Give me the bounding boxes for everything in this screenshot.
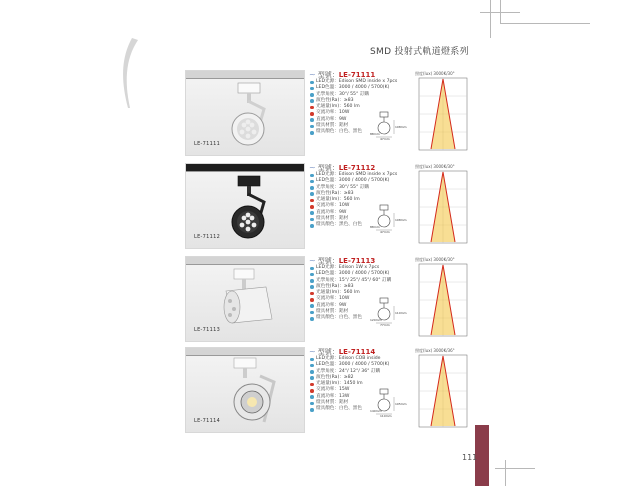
spec-item: 燈具顏色：白色、黑色	[310, 406, 389, 412]
spec-item: 交流功率：10W	[310, 110, 397, 116]
spec-item: 演色性(Ra)：≥83	[310, 98, 397, 104]
spec-item: 光學角度：15°/ 25°/ 45°/ 60° 訂購	[310, 278, 391, 284]
dimension-label: 77mm	[380, 323, 390, 326]
dimension-label: 47mm	[380, 137, 390, 140]
spec-item: 光通量(lm)：560 lm	[310, 197, 397, 203]
dimension-label: 105mm	[395, 402, 407, 406]
product-code: LE-71114	[194, 418, 221, 424]
dimension-label: 108mm	[395, 125, 407, 129]
spec-item: LED色溫：3000 / 4000 / 5700(K)	[310, 271, 391, 277]
spec-item: 光通量(lm)：560 lm	[310, 290, 391, 296]
corner-line	[505, 460, 506, 486]
product-card	[185, 70, 470, 156]
corner-line	[480, 12, 520, 13]
brand-mark-icon: ~	[309, 347, 316, 356]
spec-item: 燈具材質：鋁材	[310, 400, 389, 406]
product-photo	[185, 347, 305, 433]
chart-label: 照度(lux) 3000K/30°	[415, 257, 455, 262]
dimension-label: 88mm	[370, 132, 380, 136]
beam-diagram	[415, 169, 471, 247]
corner-line	[495, 468, 535, 469]
illuminance-chart	[415, 164, 471, 247]
product-photo	[185, 256, 305, 342]
dimension-label: 110mm	[380, 414, 392, 417]
page-number: 111	[462, 453, 478, 462]
spec-item: LED色溫：3000 / 4000 / 5700(K)	[310, 178, 397, 184]
dimension-label: 47mm	[380, 230, 390, 233]
beam-diagram	[415, 353, 471, 431]
spec-item: 光學角度：30°/ 55° 訂購	[310, 92, 397, 98]
dimension-drawing	[370, 296, 410, 326]
product-card	[185, 347, 470, 433]
model-number: LE-71113	[338, 257, 376, 265]
dimension-label: 120mm	[370, 318, 382, 322]
chart-label: 照度(lux) 3000K/36°	[415, 348, 455, 353]
spec-item: 光學角度：24°/ 12°/ 36° 訂購	[310, 369, 389, 375]
spec-item: 燈具材質：鋁材	[310, 123, 397, 129]
dimension-drawing	[370, 110, 410, 140]
model-number: LE-71112	[338, 164, 376, 172]
beam-diagram	[415, 76, 471, 154]
brand-swoosh-graphic	[118, 38, 138, 108]
spec-item: LED色溫：3000 / 4000 / 5700(K)	[310, 362, 389, 368]
spec-item: 交流功率：10W	[310, 203, 397, 209]
spec-item: 燈具顏色：白色、黑色	[310, 315, 391, 321]
product-code: LE-71111	[194, 141, 221, 147]
dimension-drawing	[370, 203, 410, 233]
product-code: LE-71113	[194, 327, 221, 333]
brand-mark-icon: ~	[309, 256, 316, 265]
spec-item: 燈具材質：鋁材	[310, 216, 397, 222]
spec-item: 直流功率：13W	[310, 394, 389, 400]
series-title: SMD 投射式軌道燈系列	[370, 47, 469, 57]
spec-item: 演色性(Ra)：≥83	[310, 284, 391, 290]
product-photo	[185, 163, 305, 249]
spec-item: LED色溫：3000 / 4000 / 5700(K)	[310, 85, 397, 91]
spec-item: LED光源：Edison COB inside	[310, 356, 389, 362]
model-label: 型號：	[317, 348, 339, 356]
brand-mark-icon: ~	[309, 70, 316, 79]
spec-item: 直流功率：9W	[310, 303, 391, 309]
dimension-label: 140mm	[370, 409, 382, 413]
illuminance-chart	[415, 257, 471, 340]
spec-item: 燈具顏色：黑色、白色	[310, 222, 397, 228]
product-photo	[185, 70, 305, 156]
spec-item: 交流功率：10W	[310, 296, 391, 302]
spec-item: 光通量(lm)：560 lm	[310, 104, 397, 110]
model-label: 型號：	[317, 71, 339, 79]
chart-label: 照度(lux) 3000K/30°	[415, 71, 455, 76]
product-card	[185, 256, 470, 342]
corner-line	[500, 23, 590, 24]
dimension-drawing	[370, 387, 410, 417]
spec-item: 演色性(Ra)：≥83	[310, 191, 397, 197]
spec-item: LED光源：Edison 1W x 7pcs	[310, 265, 391, 271]
spec-item: LED光源：Edison SMD inside x 7pcs	[310, 79, 397, 85]
brand-mark-icon: ~	[309, 163, 316, 172]
spec-item: 光通量(lm)：1450 lm	[310, 381, 389, 387]
model-number: LE-71111	[338, 71, 376, 79]
beam-diagram	[415, 262, 471, 340]
model-label: 型號：	[317, 164, 339, 172]
product-card	[185, 163, 470, 249]
spec-item: 直流功率：9W	[310, 117, 397, 123]
dimension-label: 110mm	[395, 311, 407, 315]
spec-item: LED光源：Edison SMD inside x 7pcs	[310, 172, 397, 178]
spec-item: 燈具材質：鋁材	[310, 309, 391, 315]
spec-item: 燈具顏色：白色、黑色	[310, 129, 397, 135]
model-number: LE-71114	[338, 348, 376, 356]
illuminance-chart	[415, 348, 471, 431]
spec-item: 演色性(Ra)：≥82	[310, 375, 389, 381]
dimension-label: 108mm	[395, 218, 407, 222]
model-label: 型號：	[317, 257, 339, 265]
dimension-label: 88mm	[370, 225, 380, 229]
illuminance-chart	[415, 71, 471, 154]
corner-line	[490, 0, 491, 38]
spec-item: 交流功率：15W	[310, 387, 389, 393]
spec-item: 直流功率：9W	[310, 210, 397, 216]
spec-item: 光學角度：30°/ 55° 訂購	[310, 185, 397, 191]
product-code: LE-71112	[194, 234, 221, 240]
chart-label: 照度(lux) 3000K/30°	[415, 164, 455, 169]
